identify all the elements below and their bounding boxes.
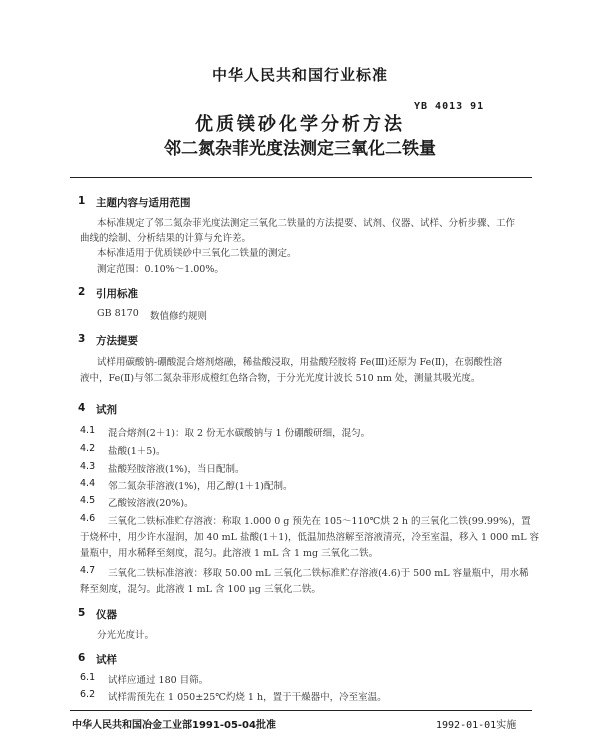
item-number: 4.4 — [80, 478, 96, 489]
item-text: 盐酸羟胺溶液(1%)，当日配制。 — [108, 464, 245, 475]
paragraph-line: 本标准适用于优质镁砂中三氧化二铁量的测定。 — [97, 248, 297, 259]
item-number: 4.5 — [80, 495, 96, 506]
paragraph-line: 液中，Fe(Ⅱ)与邻二氮杂菲形成橙红色络合物，于分光光度计波长 510 nm 处，测量其吸光度。 — [80, 373, 481, 384]
item-number: 4.7 — [80, 565, 96, 576]
item-number: 4.3 — [80, 461, 96, 472]
item-text: 试样需预先在 1 050±25℃灼烧 1 h，置于干燥器中，冷至室温。 — [108, 692, 387, 703]
paragraph-line: 测定范围：0.10%～1.00%。 — [97, 264, 224, 275]
approval-line: 中华人民共和国冶金工业部1991-05-04批准 — [72, 720, 276, 731]
item-text: 盐酸(1＋5)。 — [108, 446, 166, 457]
section-title: 试剂 — [96, 404, 117, 416]
section-title: 试样 — [96, 654, 117, 666]
paragraph-line: 曲线的绘制、分析结果的计算与允许差。 — [80, 233, 252, 244]
section-title: 方法提要 — [96, 335, 138, 347]
standard-code: YB 4013 91 — [414, 101, 485, 112]
item-text: 邻二氮杂菲溶液(1%)，用乙醇(1＋1)配制。 — [108, 481, 293, 492]
section-number: 5 — [78, 607, 86, 619]
title-line1: 优质镁砂化学分析方法 — [195, 114, 405, 135]
item-number: 6.1 — [80, 672, 96, 683]
header-divider — [70, 177, 532, 178]
section-number: 6 — [78, 652, 86, 664]
item-text: 于烧杯中，用少许水湿润，加 40 mL 盐酸(1＋1)，低温加热溶解至溶液清亮，冷至室温，移入 1 000 mL 容 — [80, 532, 540, 543]
item-text: 量瓶中，用水稀释至刻度，混匀。此溶液 1 mL 含 1 mg 三氧化二铁。 — [80, 548, 379, 559]
section-title: 引用标准 — [96, 288, 138, 300]
item-text: 混合熔剂(2＋1)：取 2 份无水碳酸钠与 1 份硼酸研细，混匀。 — [108, 428, 371, 439]
paragraph-line: 试样用碳酸钠-硼酸混合熔剂熔融，稀盐酸浸取，用盐酸羟胺将 Fe(Ⅲ)还原为 Fe(Ⅱ)，在弱酸性溶 — [97, 357, 503, 368]
section-number: 4 — [78, 402, 86, 414]
item-number: 4.2 — [80, 443, 96, 454]
section-number: 2 — [78, 286, 86, 298]
item-text: 乙酸铵溶液(20%)。 — [108, 498, 194, 509]
reference-title: 数值修约规则 — [150, 311, 208, 322]
title-line2: 邻二氮杂菲光度法测定三氧化二铁量 — [164, 139, 436, 159]
section-title: 主题内容与适用范围 — [96, 197, 191, 209]
issuer-header: 中华人民共和国行业标准 — [211, 66, 388, 84]
section-number: 1 — [78, 195, 86, 207]
item-text: 试样应通过 180 目筛。 — [108, 675, 209, 686]
item-text: 释至刻度，混匀。此溶液 1 mL 含 100 μg 三氧化二铁。 — [80, 584, 321, 595]
section-title: 仪器 — [96, 609, 117, 621]
paragraph-line: 分光光度计。 — [97, 630, 155, 641]
item-text: 三氧化二铁标准贮存溶液：称取 1.000 0 g 预先在 105～110℃烘 2 h 的三氧化二铁(99.99%)，置 — [108, 516, 531, 527]
footer-divider — [70, 710, 532, 711]
item-number: 6.2 — [80, 689, 96, 700]
section-number: 3 — [78, 333, 86, 345]
reference-code: GB 8170 — [97, 308, 139, 319]
item-number: 4.6 — [80, 513, 96, 524]
paragraph-line: 本标准规定了邻二氮杂菲光度法测定三氧化二铁量的方法提要、试剂、仪器、试样、分析步骤、工作 — [97, 218, 516, 229]
implementation-date: 1992-01-01实施 — [436, 720, 517, 731]
item-number: 4.1 — [80, 425, 96, 436]
item-text: 三氧化二铁标准溶液：移取 50.00 mL 三氧化二铁标准贮存溶液(4.6)于 500 mL 容量瓶中，用水稀 — [108, 568, 529, 579]
